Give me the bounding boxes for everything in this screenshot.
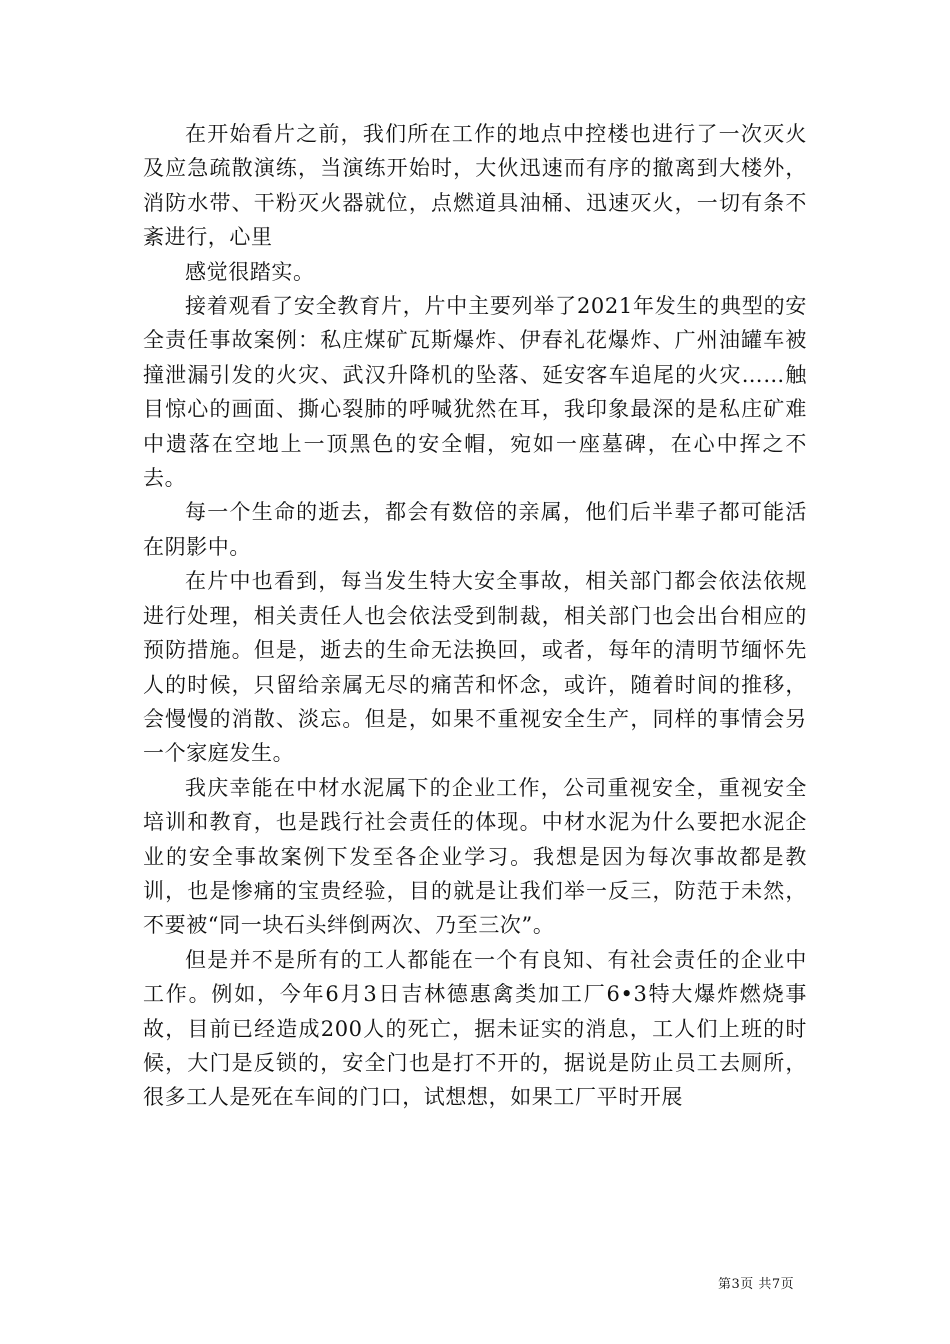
page-number-footer: 第3页 共7页 [718, 1277, 795, 1292]
paragraph-continuation: 感觉很踏实。 [185, 259, 315, 284]
paragraph-safety-film: 接着观看了安全教育片，片中主要列举了2021年发生的典型的安全责任事故案例：私庄煤矿瓦斯爆炸、伊春礼花爆炸、广州油罐车被撞泄漏引发的火灾、武汉升降机的坠落、延安客车追尾的火灾……触目惊心的画面、撕心裂肺的呼喊犹然在耳，我印象最深的是私庄矿难中遗落在空地上一顶黑色的安全帽，宛如一座墓碑，在心中挥之不去。 [143, 294, 807, 491]
paragraph-company-safety: 我庆幸能在中材水泥属下的企业工作，公司重视安全，重视安全培训和教育，也是践行社会责任的体现。中材水泥为什么要把水泥企业的安全事故案例下发至各企业学习。我想是因为每次事故都是教训，也是惨痛的宝贵经验，目的就是让我们举一反三，防范于未然，不要被“同一块石头绊倒两次、乃至三次”。 [143, 775, 807, 938]
paragraph-jilin-accident: 但是并不是所有的工人都能在一个有良知、有社会责任的企业中工作。例如，今年6月3日吉林德惠禽类加工厂6•3特大爆炸燃烧事故，目前已经造成200人的死亡，据未证实的消息，工人们上班的时候，大门是反锁的，安全门也是打不开的，据说是防止员工去厕所，很多工人是死在车间的门口，试想想，如果工厂平时开展 [143, 947, 807, 1110]
paragraph-loss-of-life: 每一个生命的逝去，都会有数倍的亲属，他们后半辈子都可能活在阴影中。 [143, 500, 807, 559]
body-text [143, 117, 807, 1115]
paragraph-drill: 在开始看片之前，我们所在工作的地点中控楼也进行了一次灭火及应急疏散演练，当演练开始时，大伙迅速而有序的撤离到大楼外，消防水带、干粉灭火器就位，点燃道具油桶、迅速灭火，一切有条不紊进行，心里 [143, 122, 807, 250]
paragraph-accident-response: 在片中也看到，每当发生特大安全事故，相关部门都会依法依规进行处理，相关责任人也会依法受到制裁，相关部门也会出台相应的预防措施。但是，逝去的生命无法换回，或者，每年的清明节缅怀先人的时候，只留给亲属无尽的痛苦和怀念，或许，随着时间的推移，会慢慢的消散、淡忘。但是，如果不重视安全生产，同样的事情会另一个家庭发生。 [143, 569, 807, 766]
